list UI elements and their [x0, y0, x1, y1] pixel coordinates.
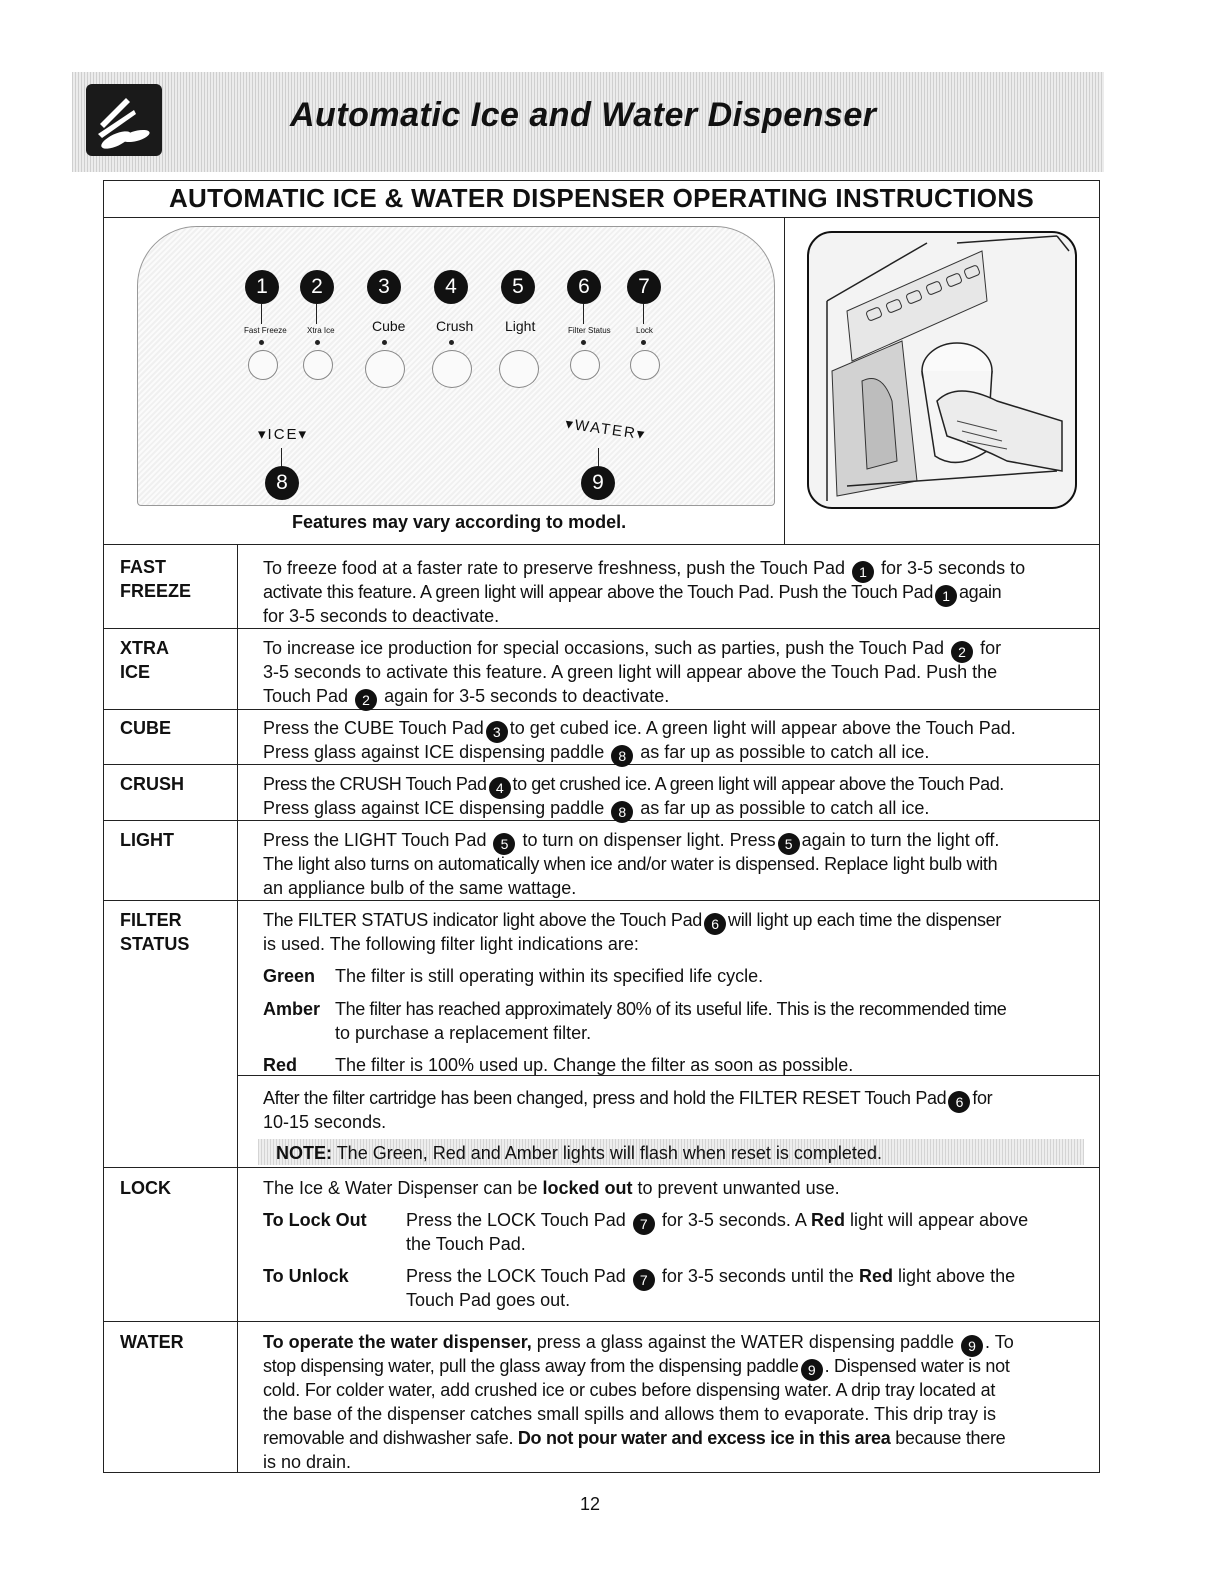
leader-line: [598, 448, 599, 468]
touch-pad-lock[interactable]: [630, 350, 660, 380]
filter-reset-note: NOTE: The Green, Red and Amber lights will flash when reset is completed.: [276, 1143, 882, 1163]
row-label-lock: LOCK: [120, 1178, 171, 1198]
xtra-ice-text-line: To increase ice production for special occasions, such as parties, push the Touch Pad 2 for: [263, 636, 1001, 663]
dispenser-illustration: [807, 231, 1077, 509]
row-label-light: LIGHT: [120, 830, 174, 850]
pad-label-lock: Lock: [636, 326, 653, 335]
paddle-badge: 8: [611, 745, 633, 767]
divider: [103, 628, 1100, 629]
indicator-light: [449, 340, 454, 345]
filter-reset-text-line: 10-15 seconds.: [263, 1112, 387, 1132]
indicator-light: [259, 340, 264, 345]
paddle-badge: 9: [801, 1359, 823, 1381]
lock-out-term: To Lock Out: [263, 1210, 367, 1230]
light-text-line: an appliance bulb of the same wattage.: [263, 878, 577, 898]
light-text-line: Press the LIGHT Touch Pad 5 to turn on dispenser light. Press 5 again to turn the light off.: [263, 828, 999, 855]
touch-pad-filter-status[interactable]: [570, 350, 600, 380]
pad-label-crush: Crush: [436, 318, 474, 334]
touch-pad-number-badge: 3: [367, 270, 401, 304]
indicator-light: [641, 340, 646, 345]
lock-intro-text: The Ice & Water Dispenser can be locked out to prevent unwanted use.: [263, 1178, 840, 1198]
touch-pad-badge: 6: [704, 913, 726, 935]
xtra-ice-text-line: 3-5 seconds to activate this feature. A green light will appear above the Touch Pad. Push the: [263, 662, 998, 682]
touch-pad-badge: 3: [486, 721, 508, 743]
filter-red-description: The filter is 100% used up. Change the filter as soon as possible.: [335, 1055, 854, 1075]
indicator-light: [581, 340, 586, 345]
touch-pad-badge: 5: [778, 833, 800, 855]
row-label-fast-freeze: FAST FREEZE: [120, 557, 192, 601]
water-text-line: is no drain.: [263, 1452, 352, 1472]
touch-pad-fast-freeze[interactable]: [248, 350, 278, 380]
water-text-line: To operate the water dispenser, press a glass against the WATER dispensing paddle 9 . To: [263, 1330, 1014, 1357]
touch-pad-badge: 2: [951, 641, 973, 663]
touch-pad-badge: 2: [355, 689, 377, 711]
page-number: 12: [580, 1494, 601, 1514]
figure-caption: Features may vary according to model.: [292, 512, 627, 532]
touch-pad-number-badge: 2: [300, 270, 334, 304]
touch-pad-number-badge: 4: [434, 270, 468, 304]
fast-freeze-text-line: activate this feature. A green light will appear above the Touch Pad. Push the Touch Pad 1 again: [263, 580, 1001, 607]
crush-text-line: Press glass against ICE dispensing paddle 8 as far up as possible to catch all ice.: [263, 796, 929, 823]
divider: [103, 544, 1100, 545]
divider: [103, 1321, 1100, 1322]
divider: [237, 544, 238, 1473]
leader-line: [583, 304, 584, 324]
water-paddle-label: ▾WATER▾: [564, 415, 648, 444]
paddle-badge: 9: [961, 1335, 983, 1357]
pad-label-filter-status: Filter Status: [568, 326, 611, 335]
indicator-light: [315, 340, 320, 345]
row-label-filter-status: FILTER STATUS: [120, 910, 190, 954]
crush-text-line: Press the CRUSH Touch Pad 4 to get crushed ice. A green light will appear above the Touch Pad.: [263, 772, 1004, 799]
filter-amber-description: The filter has reached approximately 80% of its useful life. This is the recommended time: [335, 999, 1007, 1019]
pad-label-light: Light: [505, 318, 536, 334]
row-label-cube: CUBE: [120, 718, 172, 738]
pad-label-fast-freeze: Fast Freeze: [244, 326, 287, 335]
water-text-line: cold. For colder water, add crushed ice or cubes before dispensing water. A drip tray located at: [263, 1380, 996, 1400]
touch-pad-number-badge: 6: [567, 270, 601, 304]
fast-freeze-text-line: for 3-5 seconds to deactivate.: [263, 606, 500, 626]
row-label-xtra-ice: XTRA ICE: [120, 638, 169, 682]
water-text-line: the base of the dispenser catches small spills and allows them to evaporate. This drip tray is: [263, 1404, 997, 1424]
ice-paddle-label: ▾ICE▾: [258, 426, 309, 443]
pad-label-xtra-ice: Xtra Ice: [307, 326, 335, 335]
leader-line: [261, 304, 262, 324]
lock-out-description: Press the LOCK Touch Pad 7 for 3-5 seconds. A Red light will appear above: [406, 1208, 1028, 1235]
lock-out-description: the Touch Pad.: [406, 1234, 526, 1254]
paddle-number-badge: 8: [265, 466, 299, 500]
indicator-light: [382, 340, 387, 345]
touch-pad-crush[interactable]: [432, 350, 472, 388]
divider: [103, 217, 1100, 218]
paddle-number-badge: 9: [581, 466, 615, 500]
touch-pad-number-badge: 7: [627, 270, 661, 304]
divider: [103, 1167, 1100, 1168]
touch-pad-badge: 5: [493, 833, 515, 855]
filter-status-text-line: The FILTER STATUS indicator light above the Touch Pad 6 will light up each time the dispenser: [263, 908, 1001, 935]
filter-reset-text-line: After the filter cartridge has been changed, press and hold the FILTER RESET Touch Pad 6 for: [263, 1086, 992, 1113]
filter-amber-term: Amber: [263, 999, 321, 1019]
touch-pad-cube[interactable]: [365, 350, 405, 388]
water-text-line: stop dispensing water, pull the glass away from the dispensing paddle 9 . Dispensed water is not: [263, 1354, 1010, 1381]
touch-pad-number-badge: 5: [501, 270, 535, 304]
paddle-badge: 8: [611, 801, 633, 823]
touch-pad-number-badge: 1: [245, 270, 279, 304]
leader-line: [281, 448, 282, 468]
touch-pad-badge: 7: [633, 1269, 655, 1291]
divider: [784, 217, 785, 544]
leader-line: [643, 304, 644, 324]
filter-red-term: Red: [263, 1055, 298, 1075]
leader-line: [316, 304, 317, 324]
page-header-title: Automatic Ice and Water Dispenser: [290, 96, 877, 134]
pad-label-cube: Cube: [372, 318, 406, 334]
cube-text-line: Press the CUBE Touch Pad 3 to get cubed ice. A green light will appear above the Touch Pad.: [263, 716, 1016, 743]
row-label-crush: CRUSH: [120, 774, 185, 794]
unlock-description: Press the LOCK Touch Pad 7 for 3-5 seconds until the Red light above the: [406, 1264, 1015, 1291]
section-title: AUTOMATIC ICE & WATER DISPENSER OPERATING INSTRUCTIONS: [168, 183, 1035, 213]
filter-green-term: Green: [263, 966, 316, 986]
touch-pad-badge: 6: [948, 1091, 970, 1113]
row-label-water: WATER: [120, 1332, 184, 1352]
filter-status-text-line: is used. The following filter light indications are:: [263, 934, 639, 954]
touch-pad-badge: 1: [852, 561, 874, 583]
unlock-description: Touch Pad goes out.: [406, 1290, 571, 1310]
light-text-line: The light also turns on automatically when ice and/or water is dispensed. Replace light bulb with: [263, 854, 998, 874]
touch-pad-badge: 1: [935, 585, 957, 607]
touch-pad-badge: 4: [489, 777, 511, 799]
filter-green-description: The filter is still operating within its specified life cycle.: [335, 966, 764, 986]
ice-leaf-icon: [86, 84, 162, 156]
water-text-line: removable and dishwasher safe. Do not pour water and excess ice in this area because there: [263, 1428, 1006, 1448]
touch-pad-badge: 7: [633, 1213, 655, 1235]
fast-freeze-text-line: To freeze food at a faster rate to preserve freshness, push the Touch Pad 1 for 3-5 seconds to: [263, 556, 1025, 583]
touch-pad-xtra-ice[interactable]: [303, 350, 333, 380]
touch-pad-light[interactable]: [499, 350, 539, 388]
unlock-term: To Unlock: [263, 1266, 349, 1286]
cube-text-line: Press glass against ICE dispensing paddle 8 as far up as possible to catch all ice.: [263, 740, 929, 767]
divider: [103, 900, 1100, 901]
xtra-ice-text-line: Touch Pad 2 again for 3-5 seconds to deactivate.: [263, 684, 669, 711]
filter-amber-description: to purchase a replacement filter.: [335, 1023, 592, 1043]
